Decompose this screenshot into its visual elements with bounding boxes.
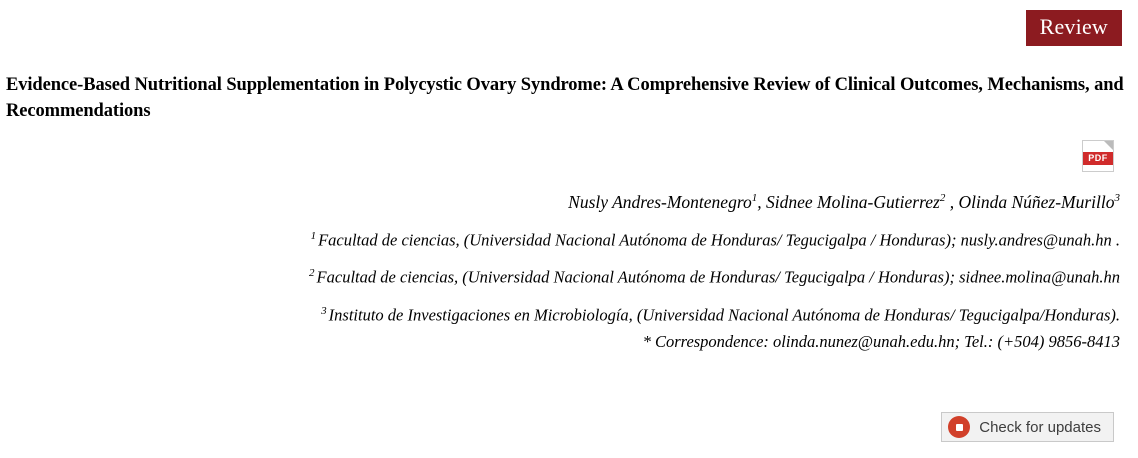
affiliation-item	[0, 299, 1126, 328]
affiliation-text: Instituto de Investigaciones en Microbiología, (Universidad Nacional Autónoma de Honduras/ Tegucigalpa/Honduras).	[328, 305, 1120, 325]
author-affiliation-marker: 1	[751, 192, 758, 204]
author-name[interactable]: Sidnee Molina-Gutierrez	[765, 191, 940, 212]
affiliation-text: Facultad de ciencias, (Universidad Nacional Autónoma de Honduras/ Tegucigalpa / Honduras); nusly.andres@unah.hn .	[318, 230, 1120, 250]
affiliation-marker: 1	[310, 229, 317, 242]
pdf-icon-label: PDF	[1083, 152, 1113, 165]
author-name[interactable]: Olinda Núñez-Murillo	[958, 191, 1115, 212]
check-for-updates-label: Check for updates	[979, 418, 1101, 436]
author-separator: ,	[757, 191, 766, 212]
affiliation-marker: 3	[321, 304, 327, 317]
check-for-updates-button[interactable]	[941, 412, 1114, 442]
affiliation-marker: 2	[309, 267, 315, 280]
affiliation-text: Facultad de ciencias, (Universidad Nacional Autónoma de Honduras/ Tegucigalpa / Honduras); sidnee.molina@unah.hn	[316, 267, 1120, 287]
author-name[interactable]: Nusly Andres-Montenegro	[568, 191, 752, 212]
pdf-icon-fold	[1104, 141, 1113, 150]
pdf-icon[interactable]	[1082, 140, 1114, 172]
author-list	[0, 185, 1126, 215]
affiliation-item	[0, 261, 1126, 290]
correspondence-line: * Correspondence: olinda.nunez@unah.edu.hn; Tel.: (+504) 9856-8413	[642, 332, 1120, 352]
page-title: Evidence-Based Nutritional Supplementation in Polycystic Ovary Syndrome: A Comprehensive Review of Clinical Outcomes, Mechanisms, and Recommendations	[6, 75, 1124, 121]
article-type-badge: Review	[1026, 10, 1122, 46]
author-affiliation-marker: 2	[939, 192, 946, 204]
authors-and-affiliations	[0, 185, 1126, 354]
affiliation-item	[0, 224, 1126, 253]
crossmark-icon	[948, 416, 970, 438]
author-separator: ,	[945, 191, 959, 212]
author-affiliation-marker: 3	[1114, 192, 1120, 204]
